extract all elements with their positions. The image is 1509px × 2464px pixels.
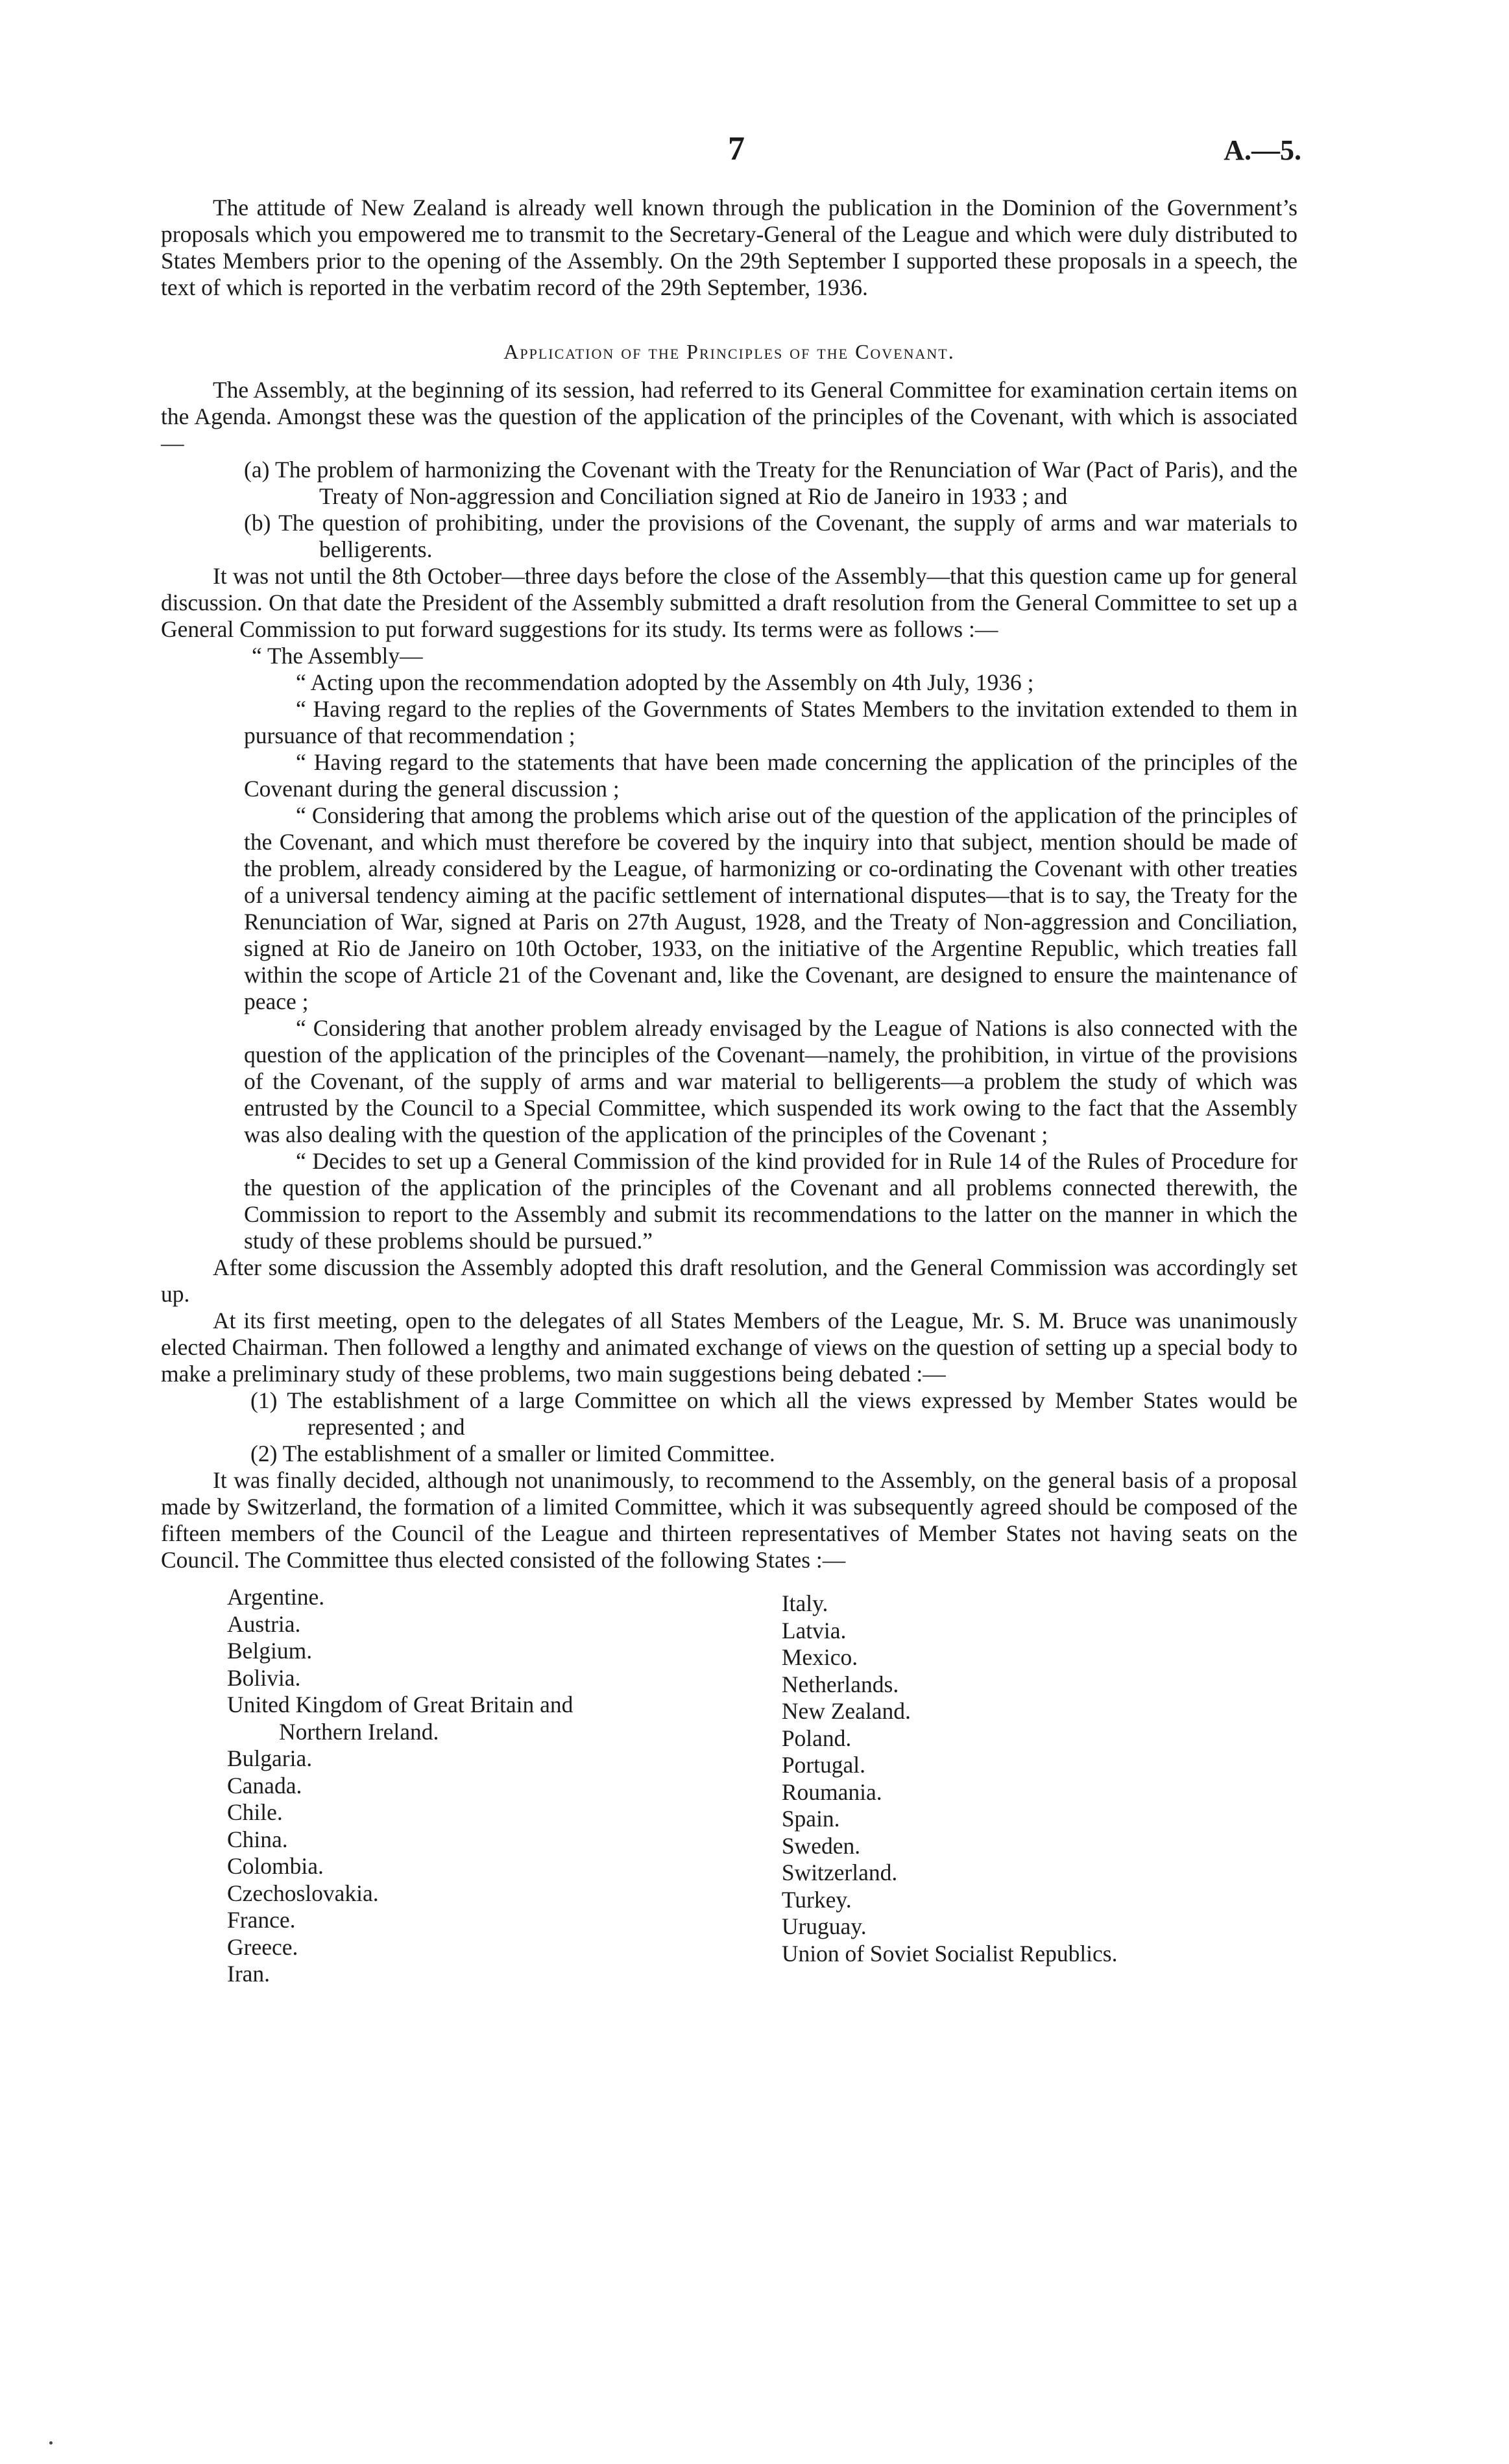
quote-replies: “ Having regard to the replies of the Governments of States Members to the invitation extended to them in pursuance of that recommendation ; xyxy=(244,696,1298,748)
quote-opening: “ The Assembly— xyxy=(252,643,423,669)
state-item: Northern Ireland. xyxy=(279,1718,439,1745)
state-item: Switzerland. xyxy=(781,1860,898,1885)
state-item: Iran. xyxy=(227,1961,271,1987)
state-item: Greece. xyxy=(227,1933,298,1960)
state-item: Sweden. xyxy=(781,1832,861,1859)
state-item: Union of Soviet Socialist Republics. xyxy=(781,1940,1118,1967)
state-item: Poland. xyxy=(781,1725,852,1751)
paragraph-8th-october: It was not until the 8th October—three days before the close of the Assembly—that this question came up for general discussion. On that date the President of the Assembly submitted a draft resolution from the General Committee to set up a General Commission to put forward suggestions for its study. Its terms were as follows :— xyxy=(161,563,1298,642)
state-item: Canada. xyxy=(227,1772,302,1799)
quote-considering-problems: “ Considering that among the problems which arise out of the question of the application of the principles of the Covenant, and which must therefore be covered by the inquiry into that subject, mention should be made of the problem, already considered by the League, of harmonizing or co-ordinating the Covenant with other treaties of a universal tendency aiming at the pacific settlement of international disputes—that is to say, the Treaty for the Renunciation of War, signed at Paris on 27th August, 1928, and the Treaty of Non-aggression and Conciliation, signed at Rio de Janeiro on 10th October, 1933, on the initiative of the Argentine Republic, which treaties fall within the scope of Article 21 of the Covenant and, like the Covenant, are designed to ensure the maintenance of peace ; xyxy=(244,802,1298,1014)
list-item-b: (b) The question of prohibiting, under the provisions of the Covenant, the supply of arms and war materials to belligerents. xyxy=(244,510,1298,562)
quote-statements: “ Having regard to the statements that have been made concerning the application of the principles of the Covenant during the general discussion ; xyxy=(244,749,1298,802)
state-item: Argentine. xyxy=(227,1584,325,1610)
document-body xyxy=(161,195,1298,1988)
state-item: Chile. xyxy=(227,1799,283,1825)
state-item: Bolivia. xyxy=(227,1664,301,1691)
state-item: Uruguay. xyxy=(781,1913,867,1939)
paragraph-new-zealand-attitude: The attitude of New Zealand is already well known through the publication in the Dominion of the Government’s proposals which you empowered me to transmit to the Secretary-General of the League and which were duly distributed to States Members prior to the opening of the Assembly. On the 29th September I supported these proposals in a speech, the text of which is reported in the verbatim record of the 29th September, 1936. xyxy=(161,195,1298,300)
state-item: Latvia. xyxy=(781,1617,847,1644)
state-item: Turkey. xyxy=(781,1886,852,1913)
quote-acting: “ Acting upon the recommendation adopted by the Assembly on 4th July, 1936 ; xyxy=(296,669,1034,695)
state-item: Spain. xyxy=(781,1806,840,1832)
state-item: United Kingdom of Great Britain and xyxy=(227,1692,573,1717)
paragraph-resolution-adopted: After some discussion the Assembly adopted this draft resolution, and the General Commission was accordingly set up. xyxy=(161,1254,1298,1307)
state-item: Bulgaria. xyxy=(227,1745,313,1771)
state-item: Roumania. xyxy=(781,1778,882,1805)
state-item: Netherlands. xyxy=(781,1671,899,1697)
scan-speck xyxy=(49,2441,53,2445)
state-item: China. xyxy=(227,1826,288,1852)
states-column-right xyxy=(782,1590,1298,1988)
document-reference: A.—5. xyxy=(1224,134,1301,166)
list-item-2: (2) The establishment of a smaller or limited Committee. xyxy=(250,1441,775,1466)
paragraph-assembly-agenda: The Assembly, at the beginning of its session, had referred to its General Committee for examination certain items on the Agenda. Amongst these was the question of the application of the principles of the Covenant, with which is associated— xyxy=(161,377,1298,456)
list-item-a: (a) The problem of harmonizing the Covenant with the Treaty for the Renunciation of War (Pact of Paris), and the Treaty of Non-aggression and Conciliation signed at Rio de Janeiro in 1933 ; and xyxy=(244,457,1298,509)
state-item: New Zealand. xyxy=(781,1698,911,1724)
section-heading: Application of the Principles of the Covenant. xyxy=(503,340,955,363)
state-item: Colombia. xyxy=(227,1853,324,1879)
state-item: Mexico. xyxy=(781,1644,858,1670)
state-item: Czechoslovakia. xyxy=(227,1880,379,1906)
list-item-1: (1) The establishment of a large Committee on which all the views expressed by Member States would be represented ; and xyxy=(250,1387,1298,1440)
state-item: Portugal. xyxy=(781,1752,865,1778)
state-item: France. xyxy=(227,1907,296,1933)
paragraph-final-decision: It was finally decided, although not unanimously, to recommend to the Assembly, on the general basis of a proposal made by Switzerland, the formation of a limited Committee, which it was subsequently agreed should be composed of the fifteen members of the Council of the League and thirteen representatives of Member States not having seats on the Council. The Committee thus elected consisted of the following States :— xyxy=(161,1467,1298,1573)
states-column-left xyxy=(227,1584,782,1988)
quote-considering-arms: “ Considering that another problem already envisaged by the League of Nations is also connected with the question of the application of the principles of the Covenant—namely, the prohibition, in virtue of the provisions of the Covenant, of the supply of arms and war material to belligerents—a problem the study of which was entrusted by the Council to a Special Committee, which suspended its work owing to the fact that the Assembly was also dealing with the question of the application of the principles of the Covenant ; xyxy=(244,1015,1298,1147)
states-list xyxy=(227,1584,1298,1988)
state-item: Belgium. xyxy=(227,1638,313,1664)
page-number: 7 xyxy=(728,130,745,167)
paragraph-first-meeting: At its first meeting, open to the delegates of all States Members of the League, Mr. S. M. Bruce was unanimously elected Chairman. Then followed a lengthy and animated exchange of views on the question of setting up a special body to make a preliminary study of these problems, two main suggestions being debated :— xyxy=(161,1308,1298,1387)
state-item: Italy. xyxy=(781,1590,828,1616)
state-item: Austria. xyxy=(227,1610,301,1637)
quote-decides: “ Decides to set up a General Commission of the kind provided for in Rule 14 of the Rules of Procedure for the question of the application of the principles of the Covenant and all problems connected therewith, the Commission to report to the Assembly and submit its recommendations to the latter on the manner in which the study of these problems should be pursued.” xyxy=(244,1148,1298,1254)
